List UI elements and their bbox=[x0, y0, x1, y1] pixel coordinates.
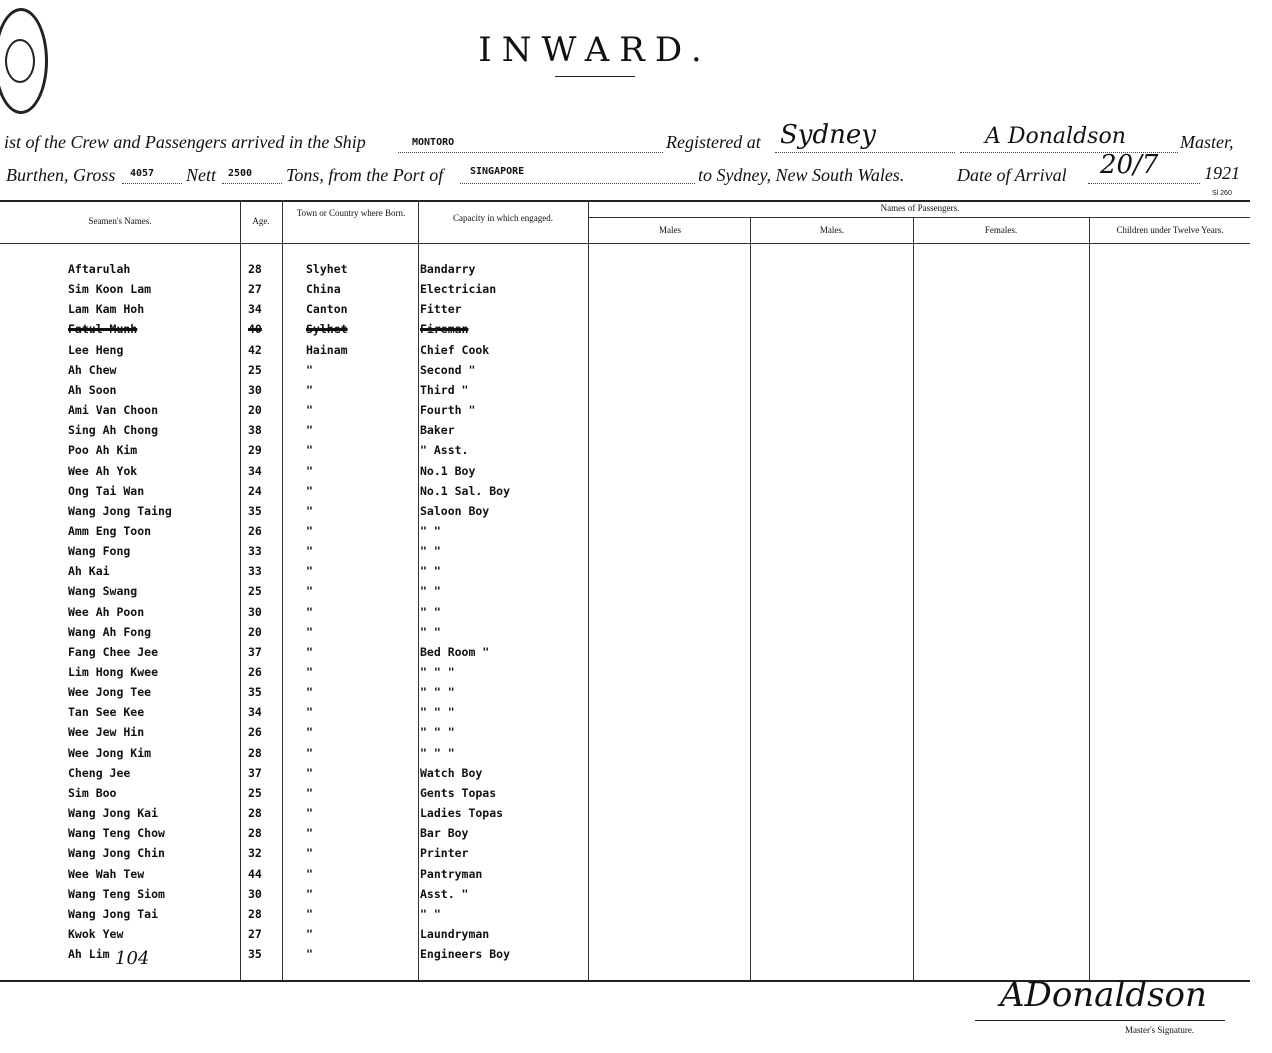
crew-row bbox=[0, 584, 590, 604]
seaman-name: Lim Hong Kwee bbox=[68, 665, 159, 679]
crew-row bbox=[0, 786, 590, 806]
seaman-capacity: " " bbox=[420, 907, 441, 921]
seaman-birthplace: " bbox=[306, 564, 313, 578]
seaman-name: Aftarulah bbox=[68, 262, 131, 276]
col-header-males-1: Males bbox=[659, 225, 681, 235]
seaman-capacity: Fitter bbox=[420, 302, 462, 316]
crew-row bbox=[0, 766, 590, 786]
seaman-age: 34 bbox=[248, 705, 262, 719]
seaman-name: Ami Van Choon bbox=[68, 403, 159, 417]
seaman-capacity: " " bbox=[420, 544, 441, 558]
crew-row bbox=[0, 544, 590, 564]
seaman-capacity: Asst. " bbox=[420, 887, 469, 901]
seaman-birthplace: " bbox=[306, 363, 313, 377]
crew-row bbox=[0, 867, 590, 887]
seaman-capacity: Bandarry bbox=[420, 262, 476, 276]
seaman-capacity: " " " bbox=[420, 746, 455, 760]
crew-row bbox=[0, 403, 590, 423]
seaman-birthplace: " bbox=[306, 685, 313, 699]
seaman-age: 20 bbox=[248, 403, 262, 417]
seaman-name: Ah Soon bbox=[68, 383, 117, 397]
seaman-capacity: Chief Cook bbox=[420, 343, 490, 357]
seaman-birthplace: " bbox=[306, 887, 313, 901]
crew-row bbox=[0, 907, 590, 927]
seaman-age: 33 bbox=[248, 544, 262, 558]
seaman-capacity: Fourth " bbox=[420, 403, 476, 417]
seaman-name: Cheng Jee bbox=[68, 766, 131, 780]
seaman-name: Tan See Kee bbox=[68, 705, 145, 719]
seaman-birthplace: " bbox=[306, 504, 313, 518]
nett-label: Nett bbox=[186, 165, 216, 185]
col-header-age: Age. bbox=[252, 216, 270, 226]
seaman-birthplace: " bbox=[306, 464, 313, 478]
seaman-name: Sim Boo bbox=[68, 786, 117, 800]
crew-row bbox=[0, 665, 590, 685]
seaman-name: Poo Ah Kim bbox=[68, 443, 138, 457]
col-divider-males2 bbox=[750, 217, 751, 980]
seaman-capacity: Pantryman bbox=[420, 867, 483, 881]
crew-row bbox=[0, 343, 590, 363]
crew-row bbox=[0, 484, 590, 504]
crew-row bbox=[0, 927, 590, 947]
registered-label: Registered at bbox=[666, 132, 761, 152]
seaman-name: Wang Jong Tai bbox=[68, 907, 159, 921]
seaman-capacity: Saloon Boy bbox=[420, 504, 490, 518]
seaman-birthplace: " bbox=[306, 665, 313, 679]
seaman-age: 38 bbox=[248, 423, 262, 437]
seaman-capacity: " Asst. bbox=[420, 443, 469, 457]
table-header-rule bbox=[0, 243, 1250, 244]
seaman-birthplace: " bbox=[306, 907, 313, 921]
crew-row bbox=[0, 645, 590, 665]
seaman-name: Sing Ah Chong bbox=[68, 423, 159, 437]
seaman-birthplace: " bbox=[306, 625, 313, 639]
seaman-age: 28 bbox=[248, 826, 262, 840]
seaman-capacity: Baker bbox=[420, 423, 455, 437]
col-divider-children bbox=[1089, 217, 1090, 980]
registered-port: Sydney bbox=[780, 120, 876, 150]
seaman-age: 32 bbox=[248, 846, 262, 860]
seaman-age: 28 bbox=[248, 806, 262, 820]
seaman-name: Wang Jong Kai bbox=[68, 806, 159, 820]
seaman-capacity: No.1 Sal. Boy bbox=[420, 484, 511, 498]
seaman-birthplace: " bbox=[306, 584, 313, 598]
col-header-capacity: Capacity in which engaged. bbox=[453, 213, 553, 223]
gross-tons: 4057 bbox=[130, 168, 155, 179]
crew-row bbox=[0, 464, 590, 484]
nett-tons: 2500 bbox=[228, 168, 253, 179]
col-header-males-2: Males. bbox=[819, 225, 845, 235]
crew-row bbox=[0, 947, 590, 967]
seaman-age: 33 bbox=[248, 564, 262, 578]
seaman-capacity: " " bbox=[420, 564, 441, 578]
seaman-name: Wee Jong Tee bbox=[68, 685, 152, 699]
crew-row bbox=[0, 302, 590, 322]
seaman-age: 24 bbox=[248, 484, 262, 498]
seaman-birthplace: " bbox=[306, 846, 313, 860]
seaman-age: 25 bbox=[248, 786, 262, 800]
crew-row bbox=[0, 363, 590, 383]
col-header-passengers: Names of Passengers. bbox=[880, 203, 960, 213]
tons-label: Tons, from the Port of bbox=[286, 165, 444, 185]
crew-row bbox=[0, 605, 590, 625]
seaman-capacity: Watch Boy bbox=[420, 766, 483, 780]
seaman-age: 34 bbox=[248, 464, 262, 478]
crew-row bbox=[0, 322, 590, 342]
seaman-birthplace: " bbox=[306, 605, 313, 619]
seaman-capacity: Bed Room " bbox=[420, 645, 490, 659]
seaman-name: Wang Teng Siom bbox=[68, 887, 165, 901]
port-name: SINGAPORE bbox=[470, 166, 525, 177]
seaman-age: 35 bbox=[248, 685, 262, 699]
signature-label: Master's Signature. bbox=[1125, 1025, 1195, 1035]
crew-row bbox=[0, 443, 590, 463]
seaman-name: Sim Koon Lam bbox=[68, 282, 152, 296]
crew-row bbox=[0, 806, 590, 826]
seaman-capacity: " " " bbox=[420, 685, 455, 699]
seaman-birthplace: " bbox=[306, 947, 313, 961]
seaman-age: 28 bbox=[248, 907, 262, 921]
crew-row bbox=[0, 524, 590, 544]
seaman-capacity: Printer bbox=[420, 846, 469, 860]
seaman-age: 30 bbox=[248, 605, 262, 619]
seaman-birthplace: " bbox=[306, 423, 313, 437]
arrival-year: 1921 bbox=[1204, 163, 1240, 183]
seaman-birthplace: Slyhet bbox=[306, 262, 348, 276]
seaman-age: 34 bbox=[248, 302, 262, 316]
seaman-capacity: " " " bbox=[420, 665, 455, 679]
seaman-name: Lam Kam Hoh bbox=[68, 302, 145, 316]
col-header-females: Females. bbox=[984, 225, 1018, 235]
seaman-age: 28 bbox=[248, 746, 262, 760]
seaman-name: Wee Jew Hin bbox=[68, 725, 145, 739]
seaman-capacity: Third " bbox=[420, 383, 469, 397]
seaman-name: Wang Ah Fong bbox=[68, 625, 152, 639]
seaman-birthplace: " bbox=[306, 544, 313, 558]
seaman-age: 42 bbox=[248, 343, 262, 357]
col-header-born: Town or Country where Born. bbox=[296, 208, 406, 218]
col-divider-females bbox=[913, 217, 914, 980]
seaman-age: 37 bbox=[248, 645, 262, 659]
crew-row bbox=[0, 383, 590, 403]
seaman-age: 37 bbox=[248, 766, 262, 780]
seaman-capacity: Electrician bbox=[420, 282, 497, 296]
seaman-name: Amm Eng Toon bbox=[68, 524, 152, 538]
seaman-name: Wee Ah Yok bbox=[68, 464, 138, 478]
seaman-birthplace: " bbox=[306, 725, 313, 739]
seaman-capacity: Second " bbox=[420, 363, 476, 377]
crew-row bbox=[0, 887, 590, 907]
col-header-children: Children under Twelve Years. bbox=[1116, 225, 1224, 235]
seaman-capacity: " " bbox=[420, 584, 441, 598]
seaman-birthplace: " bbox=[306, 524, 313, 538]
seaman-capacity: " " " bbox=[420, 725, 455, 739]
seaman-age: 25 bbox=[248, 584, 262, 598]
seaman-name: Fang Chee Jee bbox=[68, 645, 159, 659]
seaman-age: 44 bbox=[248, 867, 262, 881]
to-sydney-label: to Sydney, New South Wales. bbox=[698, 165, 905, 185]
seaman-capacity: Laundryman bbox=[420, 927, 490, 941]
seaman-birthplace: " bbox=[306, 383, 313, 397]
seaman-capacity: Engineers Boy bbox=[420, 947, 511, 961]
seaman-birthplace: China bbox=[306, 282, 341, 296]
ship-name: MONTORO bbox=[412, 137, 455, 148]
form-number: Sl 260 bbox=[1212, 190, 1232, 197]
seaman-capacity: " " bbox=[420, 605, 441, 619]
crew-row bbox=[0, 504, 590, 524]
master-name: A Donaldson bbox=[985, 124, 1126, 149]
seaman-age: 25 bbox=[248, 363, 262, 377]
seaman-name: Wang Fong bbox=[68, 544, 131, 558]
seaman-capacity: Gents Topas bbox=[420, 786, 497, 800]
title-ornament bbox=[555, 76, 635, 77]
seaman-birthplace: " bbox=[306, 645, 313, 659]
seaman-name: Wee Ah Poon bbox=[68, 605, 145, 619]
seaman-age: 26 bbox=[248, 725, 262, 739]
master-label: Master, bbox=[1180, 132, 1234, 152]
seaman-capacity: Ladies Topas bbox=[420, 806, 504, 820]
seaman-age: 26 bbox=[248, 665, 262, 679]
crew-row bbox=[0, 746, 590, 766]
seaman-name: Wang Jong Chin bbox=[68, 846, 165, 860]
crew-row bbox=[0, 564, 590, 584]
seaman-birthplace: Hainam bbox=[306, 343, 348, 357]
header-line1-prefix: ist of the Crew and Passengers arrived in the Ship bbox=[4, 132, 366, 152]
seaman-name: Kwok Yew bbox=[68, 927, 124, 941]
seaman-birthplace: " bbox=[306, 826, 313, 840]
seaman-name: Ah Chew bbox=[68, 363, 117, 377]
seaman-birthplace: " bbox=[306, 927, 313, 941]
seaman-name: Ah Lim bbox=[68, 947, 110, 961]
seaman-name: Wang Swang bbox=[68, 584, 138, 598]
passenger-header-rule bbox=[588, 217, 1250, 218]
crew-row bbox=[0, 826, 590, 846]
seaman-birthplace: " bbox=[306, 867, 313, 881]
table-top-rule bbox=[0, 200, 1250, 202]
seaman-capacity: No.1 Boy bbox=[420, 464, 476, 478]
page-title: INWARD. bbox=[478, 30, 712, 70]
arrival-date: 20/7 bbox=[1100, 150, 1159, 180]
crew-row bbox=[0, 282, 590, 302]
seaman-name: Wee Jong Kim bbox=[68, 746, 152, 760]
seaman-name: Fatul Munh bbox=[68, 322, 138, 336]
seaman-capacity: " " bbox=[420, 524, 441, 538]
seaman-age: 40 bbox=[248, 322, 262, 336]
seaman-age: 26 bbox=[248, 524, 262, 538]
seaman-name: Lee Heng bbox=[68, 343, 124, 357]
seaman-name: Wang Jong Taing bbox=[68, 504, 172, 518]
seaman-capacity: Bar Boy bbox=[420, 826, 469, 840]
seaman-capacity: Fireman bbox=[420, 322, 469, 336]
seaman-birthplace: " bbox=[306, 443, 313, 457]
crew-tally: 104 bbox=[115, 948, 150, 969]
seaman-capacity: " " " bbox=[420, 705, 455, 719]
seaman-birthplace: Canton bbox=[306, 302, 348, 316]
seaman-name: Wang Teng Chow bbox=[68, 826, 165, 840]
crew-row bbox=[0, 423, 590, 443]
seaman-age: 20 bbox=[248, 625, 262, 639]
seaman-birthplace: " bbox=[306, 705, 313, 719]
seaman-birthplace: " bbox=[306, 766, 313, 780]
col-header-seamen: Seamen's Names. bbox=[88, 216, 152, 226]
seaman-age: 35 bbox=[248, 947, 262, 961]
seaman-name: Ah Kai bbox=[68, 564, 110, 578]
seaman-age: 30 bbox=[248, 383, 262, 397]
crew-row bbox=[0, 262, 590, 282]
burthen-label: Burthen, Gross bbox=[6, 165, 116, 185]
crew-row bbox=[0, 685, 590, 705]
signature-rule bbox=[975, 1020, 1225, 1021]
seaman-age: 28 bbox=[248, 262, 262, 276]
seaman-birthplace: " bbox=[306, 746, 313, 760]
master-signature: ADonaldson bbox=[1000, 975, 1207, 1015]
seaman-age: 35 bbox=[248, 504, 262, 518]
seaman-birthplace: " bbox=[306, 806, 313, 820]
crew-row bbox=[0, 625, 590, 645]
seaman-capacity: " " bbox=[420, 625, 441, 639]
seaman-name: Ong Tai Wan bbox=[68, 484, 145, 498]
seaman-birthplace: " bbox=[306, 484, 313, 498]
crew-row bbox=[0, 846, 590, 866]
seaman-age: 29 bbox=[248, 443, 262, 457]
seaman-name: Wee Wah Tew bbox=[68, 867, 145, 881]
department-seal bbox=[0, 8, 48, 114]
seaman-age: 30 bbox=[248, 887, 262, 901]
seaman-age: 27 bbox=[248, 282, 262, 296]
seaman-birthplace: " bbox=[306, 786, 313, 800]
seaman-birthplace: " bbox=[306, 403, 313, 417]
seaman-age: 27 bbox=[248, 927, 262, 941]
crew-row bbox=[0, 705, 590, 725]
crew-row bbox=[0, 725, 590, 745]
seaman-birthplace: Sylhet bbox=[306, 322, 348, 336]
arrival-label: Date of Arrival bbox=[957, 165, 1067, 185]
